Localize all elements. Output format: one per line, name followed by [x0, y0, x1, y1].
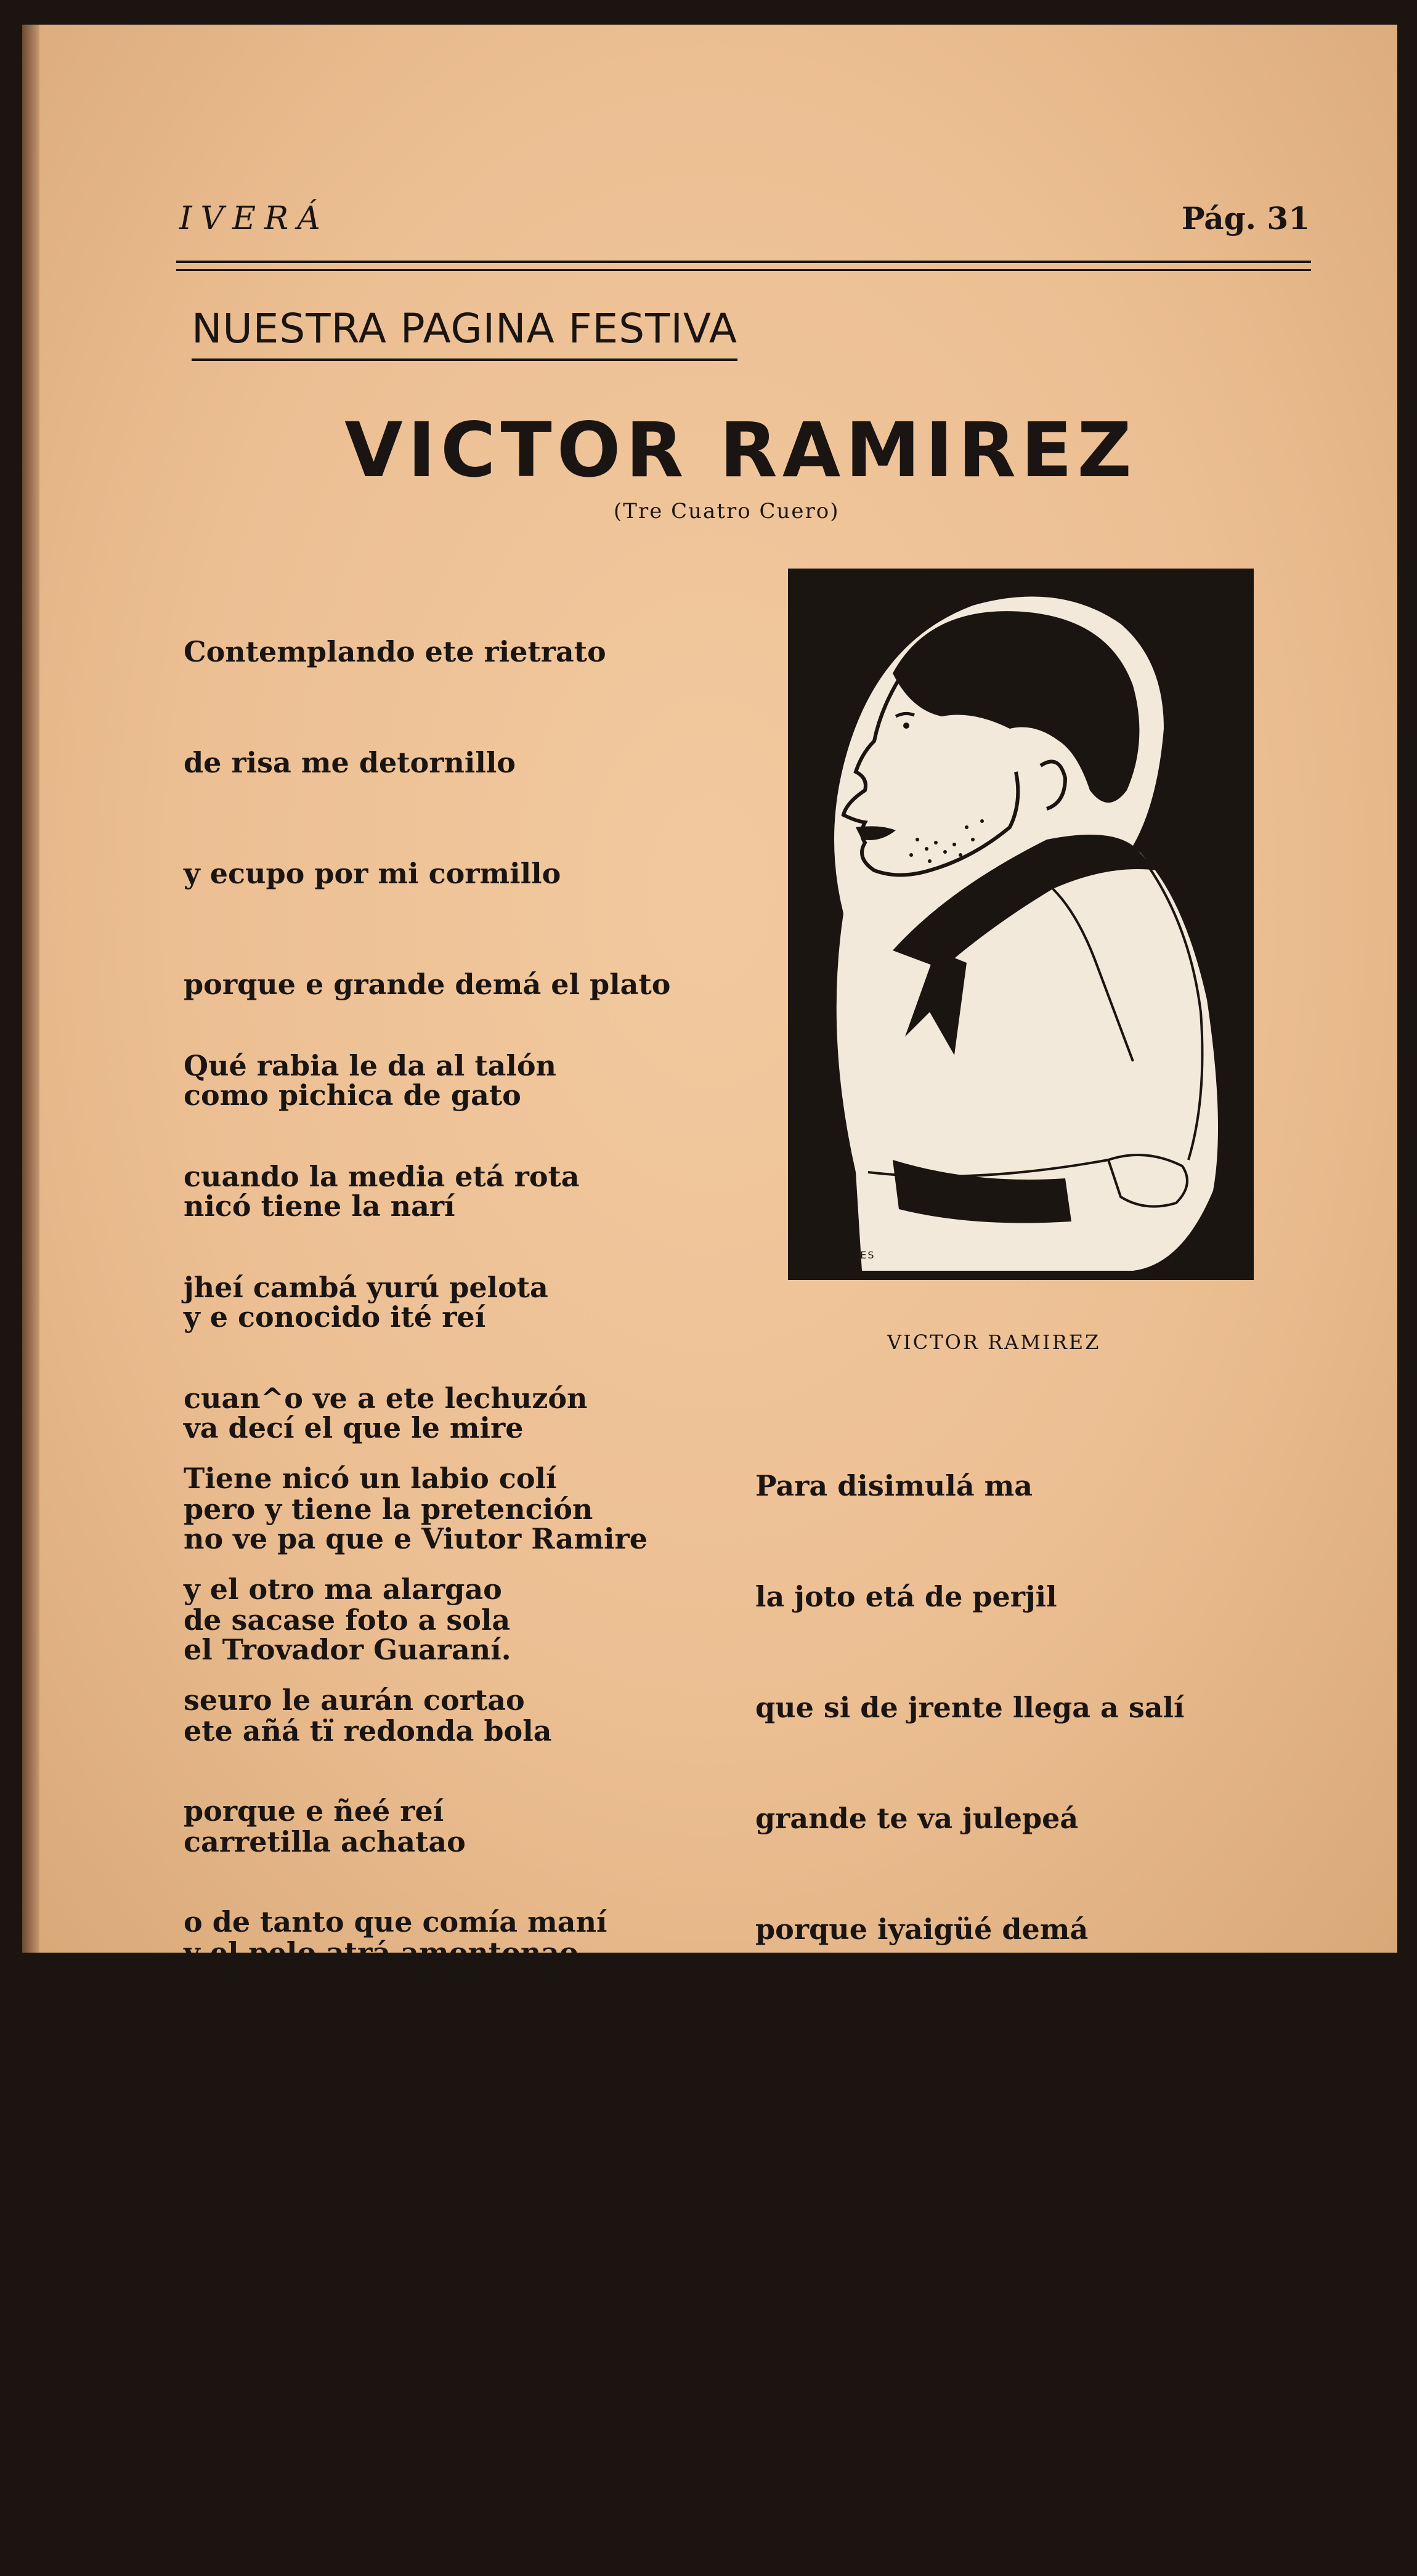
poem-title: VICTOR RAMIREZ: [344, 407, 1137, 494]
verse-line: para sotené la narí,: [184, 2238, 493, 2271]
verse-line: de sacase foto a sola: [184, 1603, 511, 1637]
verse-line: y ecupo por mi cormillo: [184, 857, 561, 890]
verse-line: o de tanto que comía maní: [184, 1905, 607, 1938]
illustration-caption: VICTOR RAMIREZ: [887, 1331, 1101, 1354]
section-title: NUESTRA PAGINA FESTIVA: [192, 305, 737, 361]
verse-line: se va quedá sin sifón.: [184, 2460, 524, 2493]
verse-line: y te pega de traición.: [755, 2467, 1091, 2500]
verse-line: cuando la media etá rota: [184, 1160, 580, 1193]
verse-line: y el otro ajuera quedó: [184, 2127, 532, 2160]
verse-line: para adentro se le ecuendió: [184, 2016, 625, 2049]
verse-line: porque e grande demá el plato: [184, 968, 671, 1001]
verse-line: jheí cambá yurú pelota: [184, 1271, 548, 1304]
verse-line: porque jhoaro ichugüí: [184, 2349, 538, 2382]
verse-line: que si de jrente llega a salí: [755, 1691, 1185, 1724]
verse-line: la joto etá de perjil: [755, 1580, 1057, 1613]
verse-line: nicó tiene la narí: [184, 1189, 455, 1223]
verse-line: e alcagüete y fayuto: [755, 2356, 1074, 2389]
magazine-page: [22, 25, 1397, 2500]
header-rule: [176, 261, 1311, 271]
verse-line: grande te va julepeá: [755, 1802, 1079, 1835]
verse-line: cuan^o ve a ete lechuzón: [184, 1382, 588, 1415]
stanza-4: [755, 1393, 1185, 2576]
verse-line: como pichica de gato: [184, 1079, 521, 1112]
verse-line: Qué rabia le da al talón: [184, 1049, 556, 1082]
poem-subtitle: (Tre Cuatro Cuero): [614, 499, 840, 524]
verse-line: y e conocido ité reí: [184, 1300, 486, 1334]
verse-line: Contemplando ete rietrato: [184, 635, 606, 668]
caricature-illustration: [788, 569, 1254, 1280]
book-spine-shadow: [22, 25, 39, 1953]
verse-line: y el pelo atrá amontonao: [184, 1936, 579, 1969]
artist-signature: CORRALES: [813, 1249, 875, 1261]
verse-line: Tiene nicó un labio colí: [184, 1462, 557, 1495]
verse-line: carretilla achatao: [184, 1825, 466, 1858]
verse-line: seuro le aurán cortao: [184, 1683, 525, 1717]
verse-line: pero y tiene la pretención: [184, 1493, 593, 1526]
verse-line: y el otro ma alargao: [184, 1573, 502, 1606]
page-number: Pág. 31: [1181, 200, 1310, 237]
verse-line: de risa me detornillo: [184, 746, 516, 779]
verse-line: de eso yo no dicuto: [755, 2245, 1061, 2278]
verse-line: no ve pa que e Viutor Ramire: [184, 1522, 648, 1555]
verse-line: y e de mala intención: [755, 2134, 1095, 2168]
verse-line: parece co un lechuzón: [755, 2023, 1112, 2057]
verse-line: porque e ñeé reí: [184, 1794, 444, 1828]
verse-line: porque iyaigüé demá: [755, 1913, 1089, 1946]
verse-line: el Trovador Guaraní.: [184, 1633, 511, 1666]
verse-line: ete añá tï redonda bola: [184, 1714, 552, 1748]
journal-title: IVERÁ: [179, 200, 329, 237]
verse-line: ñemoante pato cola.: [184, 2047, 506, 2080]
verse-line: va decí el que le mire: [184, 1411, 524, 1444]
verse-line: Para disimulá ma: [755, 1469, 1033, 1502]
stanza-3: [184, 1386, 625, 2569]
